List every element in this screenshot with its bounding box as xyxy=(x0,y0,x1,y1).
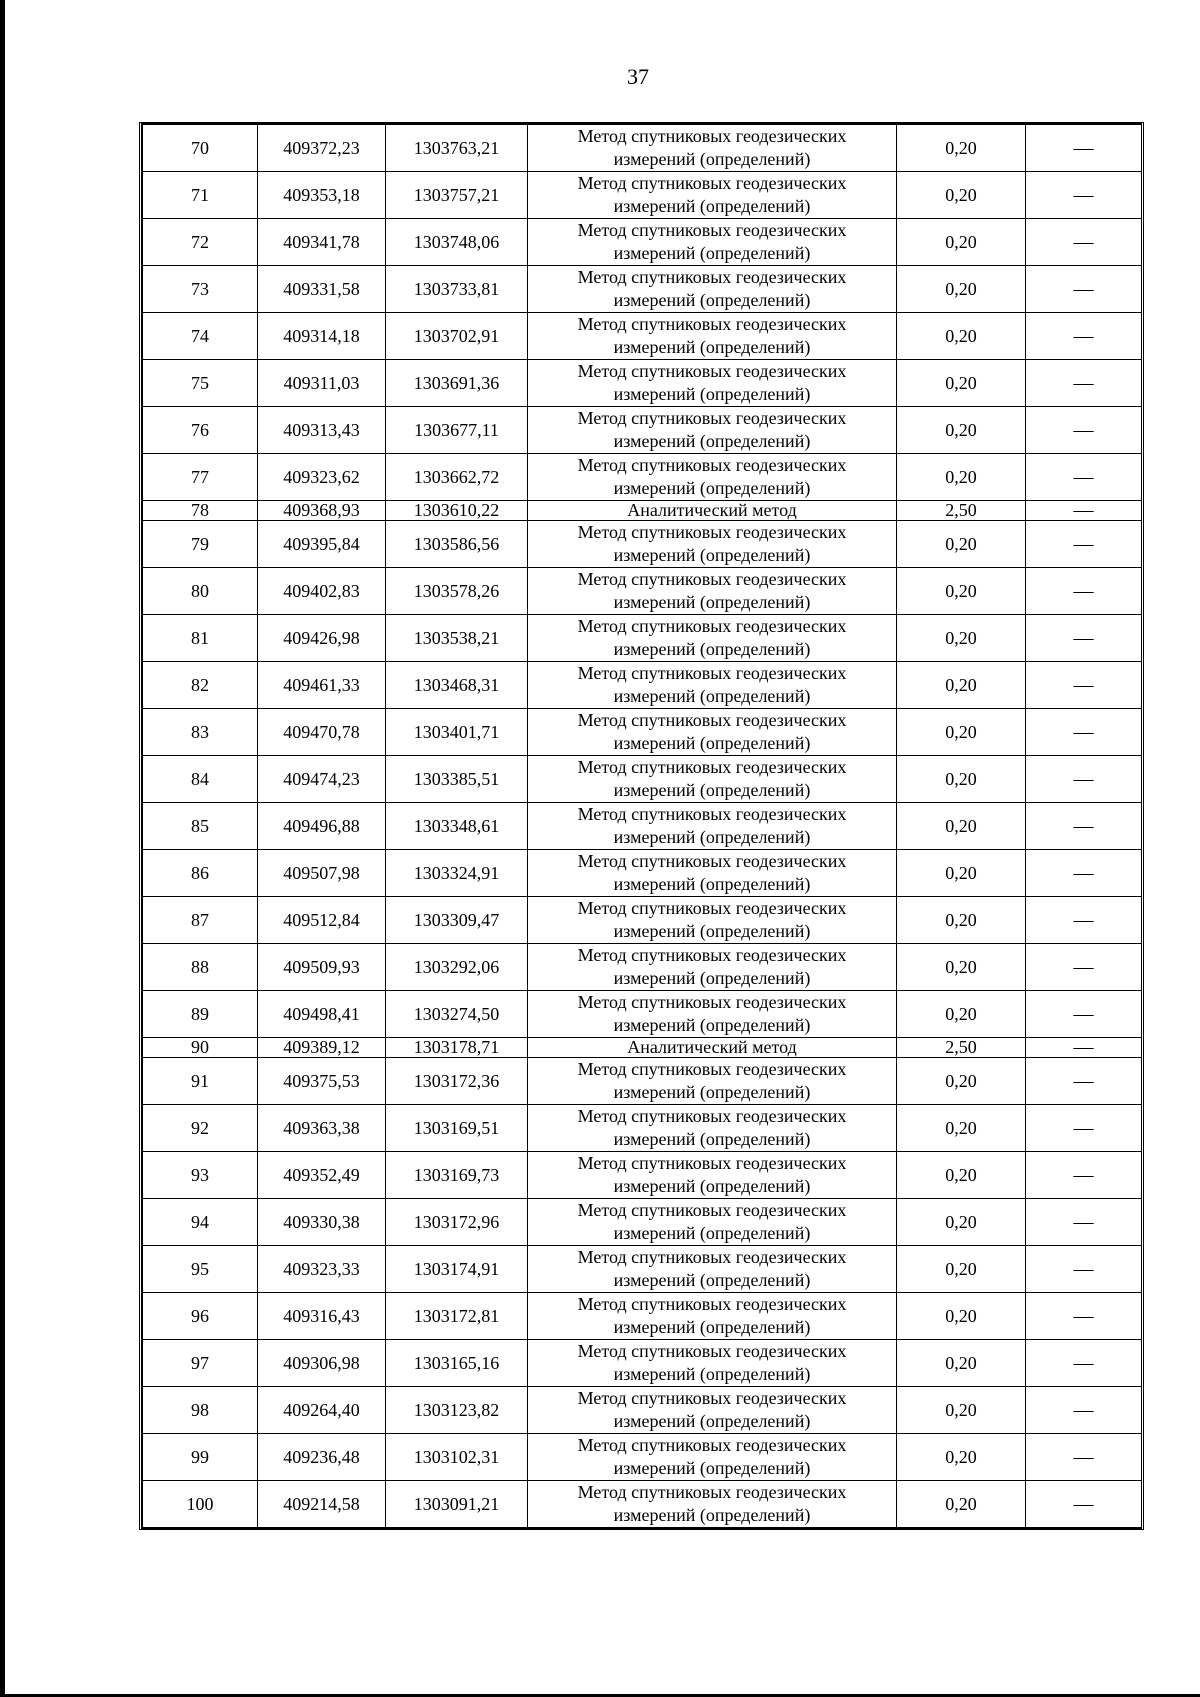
method-line-2: измерений (определений) xyxy=(613,1505,811,1525)
method-line-1: Метод спутниковых геодезических xyxy=(577,267,847,287)
y-coordinate-cell: 1303348,61 xyxy=(386,803,528,850)
x-coordinate-cell: 409314,18 xyxy=(258,313,386,360)
method-cell xyxy=(528,709,897,756)
point-number-cell: 95 xyxy=(143,1246,258,1293)
note-cell: — xyxy=(1026,1199,1142,1246)
method-line-1: Метод спутниковых геодезических xyxy=(577,945,847,965)
table-row xyxy=(143,1340,1142,1387)
accuracy-cell: 0,20 xyxy=(897,1152,1026,1199)
point-number-cell: 98 xyxy=(143,1387,258,1434)
x-coordinate-cell: 409330,38 xyxy=(258,1199,386,1246)
note-cell: — xyxy=(1026,360,1142,407)
point-number-cell: 87 xyxy=(143,897,258,944)
note-cell: — xyxy=(1026,172,1142,219)
x-coordinate-cell: 409306,98 xyxy=(258,1340,386,1387)
method-line-1: Метод спутниковых геодезических xyxy=(577,126,847,146)
point-number-cell: 77 xyxy=(143,454,258,501)
accuracy-cell: 0,20 xyxy=(897,1434,1026,1481)
x-coordinate-cell: 409470,78 xyxy=(258,709,386,756)
x-coordinate-cell: 409496,88 xyxy=(258,803,386,850)
note-cell: — xyxy=(1026,313,1142,360)
method-line-1: Метод спутниковых геодезических xyxy=(577,314,847,334)
x-coordinate-cell: 409507,98 xyxy=(258,850,386,897)
note-cell: — xyxy=(1026,266,1142,313)
accuracy-cell: 0,20 xyxy=(897,850,1026,897)
point-number-cell: 70 xyxy=(143,125,258,172)
point-number-cell: 72 xyxy=(143,219,258,266)
table-row xyxy=(143,1246,1142,1293)
accuracy-cell: 0,20 xyxy=(897,991,1026,1038)
y-coordinate-cell: 1303172,36 xyxy=(386,1058,528,1105)
method-line-1: Метод спутниковых геодезических xyxy=(577,173,847,193)
note-cell: — xyxy=(1026,568,1142,615)
point-number-cell: 92 xyxy=(143,1105,258,1152)
coordinates-table-body xyxy=(143,125,1142,1528)
method-line-1: Аналитический метод xyxy=(627,1037,797,1057)
coordinates-table xyxy=(142,124,1142,1528)
accuracy-cell: 0,20 xyxy=(897,172,1026,219)
method-line-1: Метод спутниковых геодезических xyxy=(577,1294,847,1314)
table-row xyxy=(143,219,1142,266)
table-row xyxy=(143,125,1142,172)
accuracy-cell: 0,20 xyxy=(897,313,1026,360)
note-cell: — xyxy=(1026,991,1142,1038)
method-line-2: измерений (определений) xyxy=(613,1176,811,1196)
table-row xyxy=(143,521,1142,568)
method-line-2: измерений (определений) xyxy=(613,780,811,800)
y-coordinate-cell: 1303691,36 xyxy=(386,360,528,407)
method-line-1: Метод спутниковых геодезических xyxy=(577,1341,847,1361)
y-coordinate-cell: 1303309,47 xyxy=(386,897,528,944)
method-line-2: измерений (определений) xyxy=(613,384,811,404)
page-number: 37 xyxy=(627,64,649,89)
point-number-cell: 96 xyxy=(143,1293,258,1340)
table-row xyxy=(143,1058,1142,1105)
accuracy-cell: 0,20 xyxy=(897,266,1026,313)
method-line-1: Метод спутниковых геодезических xyxy=(577,408,847,428)
x-coordinate-cell: 409352,49 xyxy=(258,1152,386,1199)
table-row xyxy=(143,1199,1142,1246)
method-line-2: измерений (определений) xyxy=(613,1364,811,1384)
y-coordinate-cell: 1303091,21 xyxy=(386,1481,528,1528)
method-line-1: Метод спутниковых геодезических xyxy=(577,1247,847,1267)
y-coordinate-cell: 1303677,11 xyxy=(386,407,528,454)
method-line-2: измерений (определений) xyxy=(613,1458,811,1478)
method-line-1: Метод спутниковых геодезических xyxy=(577,1388,847,1408)
method-cell xyxy=(528,615,897,662)
y-coordinate-cell: 1303172,96 xyxy=(386,1199,528,1246)
table-row xyxy=(143,266,1142,313)
point-number-cell: 91 xyxy=(143,1058,258,1105)
method-line-2: измерений (определений) xyxy=(613,686,811,706)
note-cell: — xyxy=(1026,756,1142,803)
point-number-cell: 81 xyxy=(143,615,258,662)
y-coordinate-cell: 1303324,91 xyxy=(386,850,528,897)
accuracy-cell: 2,50 xyxy=(897,501,1026,521)
y-coordinate-cell: 1303763,21 xyxy=(386,125,528,172)
method-line-1: Метод спутниковых геодезических xyxy=(577,757,847,777)
table-row xyxy=(143,709,1142,756)
note-cell: — xyxy=(1026,1105,1142,1152)
method-line-1: Метод спутниковых геодезических xyxy=(577,663,847,683)
method-cell xyxy=(528,662,897,709)
point-number-cell: 83 xyxy=(143,709,258,756)
table-row xyxy=(143,172,1142,219)
accuracy-cell: 0,20 xyxy=(897,360,1026,407)
point-number-cell: 86 xyxy=(143,850,258,897)
method-cell xyxy=(528,1058,897,1105)
method-cell xyxy=(528,1199,897,1246)
method-line-2: измерений (определений) xyxy=(613,1129,811,1149)
accuracy-cell: 0,20 xyxy=(897,454,1026,501)
method-line-2: измерений (определений) xyxy=(613,243,811,263)
method-cell xyxy=(528,1293,897,1340)
y-coordinate-cell: 1303401,71 xyxy=(386,709,528,756)
method-line-2: измерений (определений) xyxy=(613,196,811,216)
point-number-cell: 85 xyxy=(143,803,258,850)
note-cell: — xyxy=(1026,1058,1142,1105)
x-coordinate-cell: 409509,93 xyxy=(258,944,386,991)
note-cell: — xyxy=(1026,662,1142,709)
y-coordinate-cell: 1303165,16 xyxy=(386,1340,528,1387)
x-coordinate-cell: 409341,78 xyxy=(258,219,386,266)
x-coordinate-cell: 409498,41 xyxy=(258,991,386,1038)
method-cell xyxy=(528,1105,897,1152)
method-cell xyxy=(528,1246,897,1293)
method-line-2: измерений (определений) xyxy=(613,1270,811,1290)
table-row xyxy=(143,897,1142,944)
method-line-1: Метод спутниковых геодезических xyxy=(577,361,847,381)
y-coordinate-cell: 1303385,51 xyxy=(386,756,528,803)
point-number-cell: 88 xyxy=(143,944,258,991)
x-coordinate-cell: 409323,33 xyxy=(258,1246,386,1293)
x-coordinate-cell: 409311,03 xyxy=(258,360,386,407)
method-line-2: измерений (определений) xyxy=(613,290,811,310)
point-number-cell: 76 xyxy=(143,407,258,454)
y-coordinate-cell: 1303662,72 xyxy=(386,454,528,501)
accuracy-cell: 0,20 xyxy=(897,803,1026,850)
method-cell xyxy=(528,1038,897,1058)
table-row xyxy=(143,615,1142,662)
method-line-1: Метод спутниковых геодезических xyxy=(577,992,847,1012)
point-number-cell: 80 xyxy=(143,568,258,615)
method-line-2: измерений (определений) xyxy=(613,545,811,565)
method-line-1: Метод спутниковых геодезических xyxy=(577,1482,847,1502)
table-row xyxy=(143,1038,1142,1058)
note-cell: — xyxy=(1026,1038,1142,1058)
y-coordinate-cell: 1303169,51 xyxy=(386,1105,528,1152)
method-cell xyxy=(528,313,897,360)
accuracy-cell: 0,20 xyxy=(897,709,1026,756)
table-row xyxy=(143,662,1142,709)
y-coordinate-cell: 1303274,50 xyxy=(386,991,528,1038)
method-cell xyxy=(528,407,897,454)
x-coordinate-cell: 409214,58 xyxy=(258,1481,386,1528)
point-number-cell: 82 xyxy=(143,662,258,709)
table-row xyxy=(143,1152,1142,1199)
x-coordinate-cell: 409323,62 xyxy=(258,454,386,501)
table-row xyxy=(143,568,1142,615)
y-coordinate-cell: 1303468,31 xyxy=(386,662,528,709)
x-coordinate-cell: 409353,18 xyxy=(258,172,386,219)
method-cell xyxy=(528,521,897,568)
method-line-1: Метод спутниковых геодезических xyxy=(577,522,847,542)
table-row xyxy=(143,1293,1142,1340)
coordinates-table-frame xyxy=(139,122,1144,1530)
note-cell: — xyxy=(1026,1481,1142,1528)
note-cell: — xyxy=(1026,219,1142,266)
method-line-1: Метод спутниковых геодезических xyxy=(577,616,847,636)
point-number-cell: 93 xyxy=(143,1152,258,1199)
accuracy-cell: 0,20 xyxy=(897,1058,1026,1105)
x-coordinate-cell: 409389,12 xyxy=(258,1038,386,1058)
accuracy-cell: 0,20 xyxy=(897,568,1026,615)
method-line-1: Метод спутниковых геодезических xyxy=(577,455,847,475)
method-cell xyxy=(528,1481,897,1528)
accuracy-cell: 0,20 xyxy=(897,125,1026,172)
y-coordinate-cell: 1303733,81 xyxy=(386,266,528,313)
point-number-cell: 90 xyxy=(143,1038,258,1058)
accuracy-cell: 0,20 xyxy=(897,521,1026,568)
method-line-1: Метод спутниковых геодезических xyxy=(577,710,847,730)
method-cell xyxy=(528,568,897,615)
method-line-2: измерений (определений) xyxy=(613,337,811,357)
note-cell: — xyxy=(1026,125,1142,172)
point-number-cell: 71 xyxy=(143,172,258,219)
point-number-cell: 100 xyxy=(143,1481,258,1528)
x-coordinate-cell: 409474,23 xyxy=(258,756,386,803)
y-coordinate-cell: 1303102,31 xyxy=(386,1434,528,1481)
x-coordinate-cell: 409363,38 xyxy=(258,1105,386,1152)
x-coordinate-cell: 409395,84 xyxy=(258,521,386,568)
note-cell: — xyxy=(1026,454,1142,501)
method-cell xyxy=(528,897,897,944)
method-cell xyxy=(528,266,897,313)
method-line-1: Метод спутниковых геодезических xyxy=(577,851,847,871)
method-line-2: измерений (определений) xyxy=(613,1411,811,1431)
method-cell xyxy=(528,756,897,803)
note-cell: — xyxy=(1026,709,1142,756)
method-line-2: измерений (определений) xyxy=(613,149,811,169)
table-row xyxy=(143,850,1142,897)
method-cell xyxy=(528,172,897,219)
x-coordinate-cell: 409402,83 xyxy=(258,568,386,615)
method-line-2: измерений (определений) xyxy=(613,478,811,498)
method-cell xyxy=(528,1340,897,1387)
y-coordinate-cell: 1303610,22 xyxy=(386,501,528,521)
point-number-cell: 94 xyxy=(143,1199,258,1246)
method-cell xyxy=(528,454,897,501)
note-cell: — xyxy=(1026,1152,1142,1199)
method-line-2: измерений (определений) xyxy=(613,592,811,612)
method-line-2: измерений (определений) xyxy=(613,921,811,941)
method-line-1: Метод спутниковых геодезических xyxy=(577,1200,847,1220)
method-line-2: измерений (определений) xyxy=(613,1223,811,1243)
note-cell: — xyxy=(1026,615,1142,662)
table-row xyxy=(143,313,1142,360)
table-row xyxy=(143,1387,1142,1434)
table-row xyxy=(143,756,1142,803)
y-coordinate-cell: 1303178,71 xyxy=(386,1038,528,1058)
x-coordinate-cell: 409372,23 xyxy=(258,125,386,172)
method-line-1: Метод спутниковых геодезических xyxy=(577,1435,847,1455)
method-cell xyxy=(528,850,897,897)
method-cell xyxy=(528,125,897,172)
y-coordinate-cell: 1303292,06 xyxy=(386,944,528,991)
method-line-2: измерений (определений) xyxy=(613,431,811,451)
note-cell: — xyxy=(1026,501,1142,521)
point-number-cell: 79 xyxy=(143,521,258,568)
x-coordinate-cell: 409331,58 xyxy=(258,266,386,313)
method-line-2: измерений (определений) xyxy=(613,1317,811,1337)
table-row xyxy=(143,991,1142,1038)
table-row xyxy=(143,944,1142,991)
x-coordinate-cell: 409512,84 xyxy=(258,897,386,944)
note-cell: — xyxy=(1026,407,1142,454)
table-row xyxy=(143,407,1142,454)
y-coordinate-cell: 1303578,26 xyxy=(386,568,528,615)
x-coordinate-cell: 409236,48 xyxy=(258,1434,386,1481)
x-coordinate-cell: 409375,53 xyxy=(258,1058,386,1105)
x-coordinate-cell: 409264,40 xyxy=(258,1387,386,1434)
accuracy-cell: 0,20 xyxy=(897,407,1026,454)
method-line-1: Метод спутниковых геодезических xyxy=(577,1106,847,1126)
note-cell: — xyxy=(1026,1293,1142,1340)
table-row xyxy=(143,1481,1142,1528)
method-cell xyxy=(528,991,897,1038)
method-cell xyxy=(528,1387,897,1434)
method-line-1: Метод спутниковых геодезических xyxy=(577,220,847,240)
note-cell: — xyxy=(1026,1246,1142,1293)
method-cell xyxy=(528,1152,897,1199)
point-number-cell: 84 xyxy=(143,756,258,803)
note-cell: — xyxy=(1026,803,1142,850)
method-line-1: Метод спутниковых геодезических xyxy=(577,898,847,918)
table-row xyxy=(143,1434,1142,1481)
accuracy-cell: 0,20 xyxy=(897,897,1026,944)
method-line-1: Метод спутниковых геодезических xyxy=(577,1153,847,1173)
y-coordinate-cell: 1303757,21 xyxy=(386,172,528,219)
method-line-2: измерений (определений) xyxy=(613,1015,811,1035)
accuracy-cell: 0,20 xyxy=(897,1340,1026,1387)
method-line-2: измерений (определений) xyxy=(613,968,811,988)
accuracy-cell: 0,20 xyxy=(897,219,1026,266)
method-cell xyxy=(528,360,897,407)
accuracy-cell: 0,20 xyxy=(897,1481,1026,1528)
x-coordinate-cell: 409316,43 xyxy=(258,1293,386,1340)
accuracy-cell: 0,20 xyxy=(897,944,1026,991)
note-cell: — xyxy=(1026,1387,1142,1434)
method-cell xyxy=(528,944,897,991)
point-number-cell: 74 xyxy=(143,313,258,360)
note-cell: — xyxy=(1026,850,1142,897)
accuracy-cell: 0,20 xyxy=(897,1293,1026,1340)
note-cell: — xyxy=(1026,1434,1142,1481)
method-cell xyxy=(528,803,897,850)
accuracy-cell: 0,20 xyxy=(897,1199,1026,1246)
method-line-1: Метод спутниковых геодезических xyxy=(577,804,847,824)
method-line-2: измерений (определений) xyxy=(613,639,811,659)
method-line-1: Метод спутниковых геодезических xyxy=(577,569,847,589)
y-coordinate-cell: 1303174,91 xyxy=(386,1246,528,1293)
method-line-2: измерений (определений) xyxy=(613,874,811,894)
y-coordinate-cell: 1303586,56 xyxy=(386,521,528,568)
accuracy-cell: 0,20 xyxy=(897,1387,1026,1434)
note-cell: — xyxy=(1026,897,1142,944)
table-row xyxy=(143,501,1142,521)
point-number-cell: 99 xyxy=(143,1434,258,1481)
point-number-cell: 75 xyxy=(143,360,258,407)
accuracy-cell: 0,20 xyxy=(897,662,1026,709)
y-coordinate-cell: 1303538,21 xyxy=(386,615,528,662)
accuracy-cell: 0,20 xyxy=(897,1105,1026,1152)
y-coordinate-cell: 1303702,91 xyxy=(386,313,528,360)
table-row xyxy=(143,803,1142,850)
table-row xyxy=(143,1105,1142,1152)
point-number-cell: 78 xyxy=(143,501,258,521)
table-row xyxy=(143,454,1142,501)
method-line-1: Метод спутниковых геодезических xyxy=(577,1059,847,1079)
point-number-cell: 73 xyxy=(143,266,258,313)
method-cell xyxy=(528,219,897,266)
accuracy-cell: 0,20 xyxy=(897,1246,1026,1293)
note-cell: — xyxy=(1026,521,1142,568)
y-coordinate-cell: 1303748,06 xyxy=(386,219,528,266)
method-cell xyxy=(528,501,897,521)
note-cell: — xyxy=(1026,1340,1142,1387)
accuracy-cell: 0,20 xyxy=(897,756,1026,803)
x-coordinate-cell: 409461,33 xyxy=(258,662,386,709)
point-number-cell: 97 xyxy=(143,1340,258,1387)
method-line-2: измерений (определений) xyxy=(613,1082,811,1102)
x-coordinate-cell: 409368,93 xyxy=(258,501,386,521)
accuracy-cell: 2,50 xyxy=(897,1038,1026,1058)
note-cell: — xyxy=(1026,944,1142,991)
point-number-cell: 89 xyxy=(143,991,258,1038)
x-coordinate-cell: 409426,98 xyxy=(258,615,386,662)
method-line-1: Аналитический метод xyxy=(627,500,797,520)
table-row xyxy=(143,360,1142,407)
scan-edge-left xyxy=(0,0,5,1697)
x-coordinate-cell: 409313,43 xyxy=(258,407,386,454)
y-coordinate-cell: 1303169,73 xyxy=(386,1152,528,1199)
y-coordinate-cell: 1303172,81 xyxy=(386,1293,528,1340)
method-line-2: измерений (определений) xyxy=(613,827,811,847)
method-cell xyxy=(528,1434,897,1481)
accuracy-cell: 0,20 xyxy=(897,615,1026,662)
y-coordinate-cell: 1303123,82 xyxy=(386,1387,528,1434)
method-line-2: измерений (определений) xyxy=(613,733,811,753)
